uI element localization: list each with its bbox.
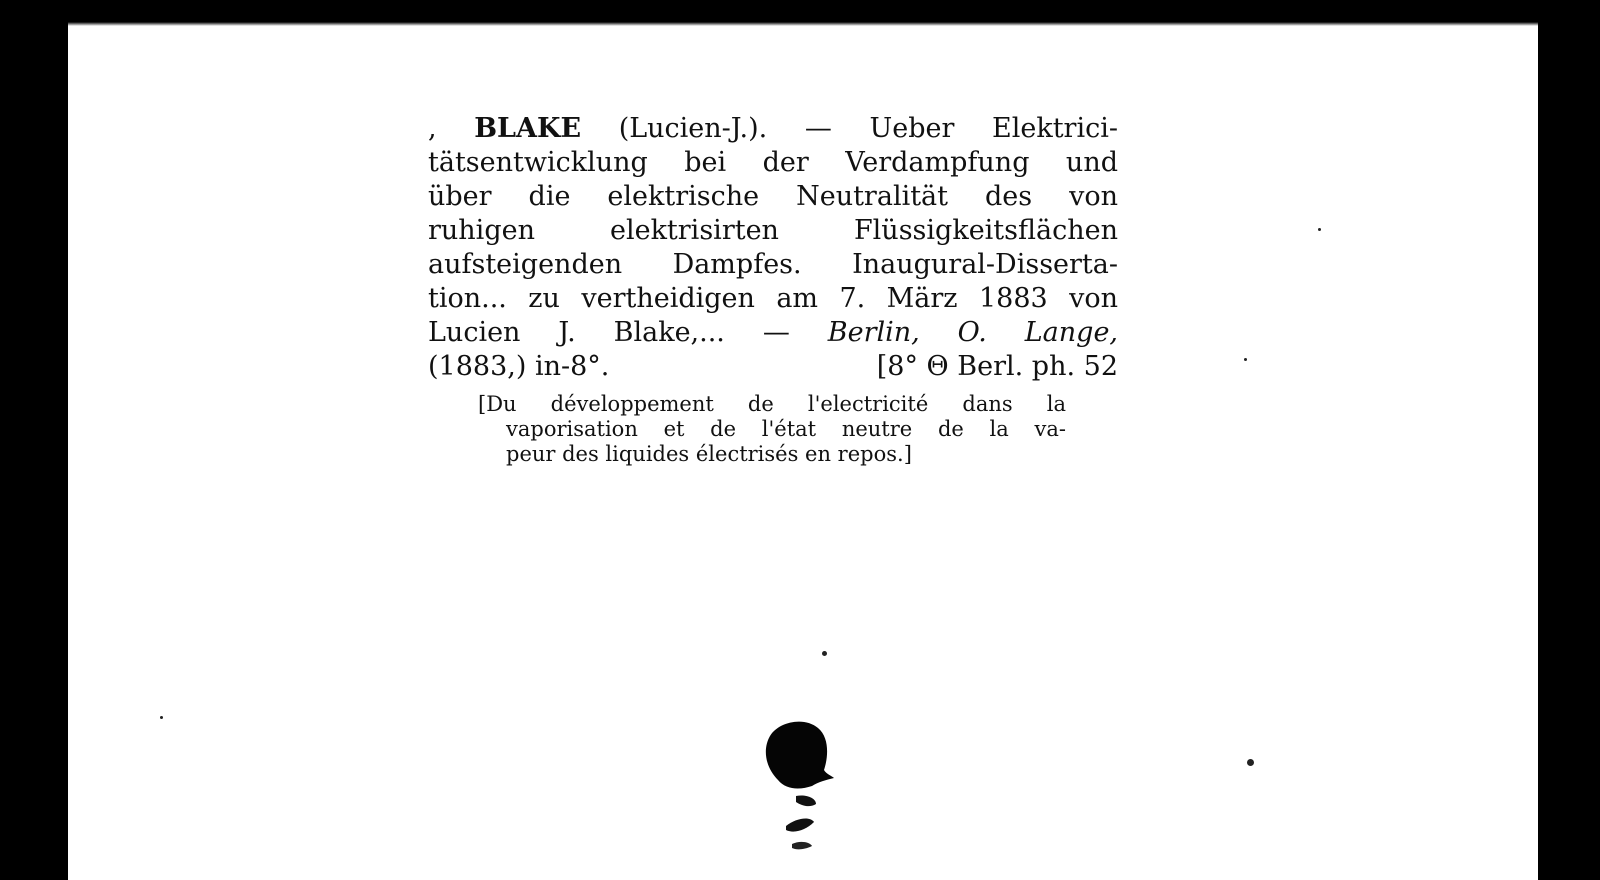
publisher: Berlin, O. Lange, [827,317,1119,348]
entry-text-7: Lucien J. Blake,... — [428,317,828,348]
entry-line-6: tion... zu vertheidigen am 7. März 1883 von [428,283,1118,314]
entry-line-2: tätsentwicklung bei der Verdampfung und [428,147,1118,178]
ink-stamp [756,718,838,858]
entry-line-8 [428,350,1118,384]
note-line-1: [Du développement de l'electricité dans la [478,392,1066,416]
dust-speck [822,651,827,656]
note-line-3: peur des liquides électrisés en repos.] [506,442,912,466]
catalog-card [68,20,1538,880]
entry-line-4: ruhigen elektrisirten Flüssigkeitsflächen [428,215,1118,246]
note-line-2: vaporisation et de l'état neutre de la va- [506,417,1066,441]
shelfmark: [8° Θ Berl. ph. 52 [876,351,1118,382]
entry-body [428,112,1118,384]
dust-speck [1244,358,1247,361]
entry-mark: , [428,113,437,144]
translation-note [478,392,1066,467]
author-heading: BLAKE [474,113,582,144]
entry-line-7 [428,316,1118,350]
dust-speck [1247,759,1254,766]
catalog-entry [428,112,1118,467]
imprint: (1883,) in-8°. [428,351,610,382]
dust-speck [1318,228,1321,231]
entry-text-1: (Lucien-J.). — Ueber Elektrici- [618,113,1118,144]
entry-line-3: über die elektrische Neutralität des von [428,181,1118,212]
dust-speck [160,716,163,719]
entry-line-5: aufsteigenden Dampfes. Inaugural-Disserta- [428,249,1118,280]
entry-line-1 [428,112,1118,146]
scan-edge [68,20,1538,26]
